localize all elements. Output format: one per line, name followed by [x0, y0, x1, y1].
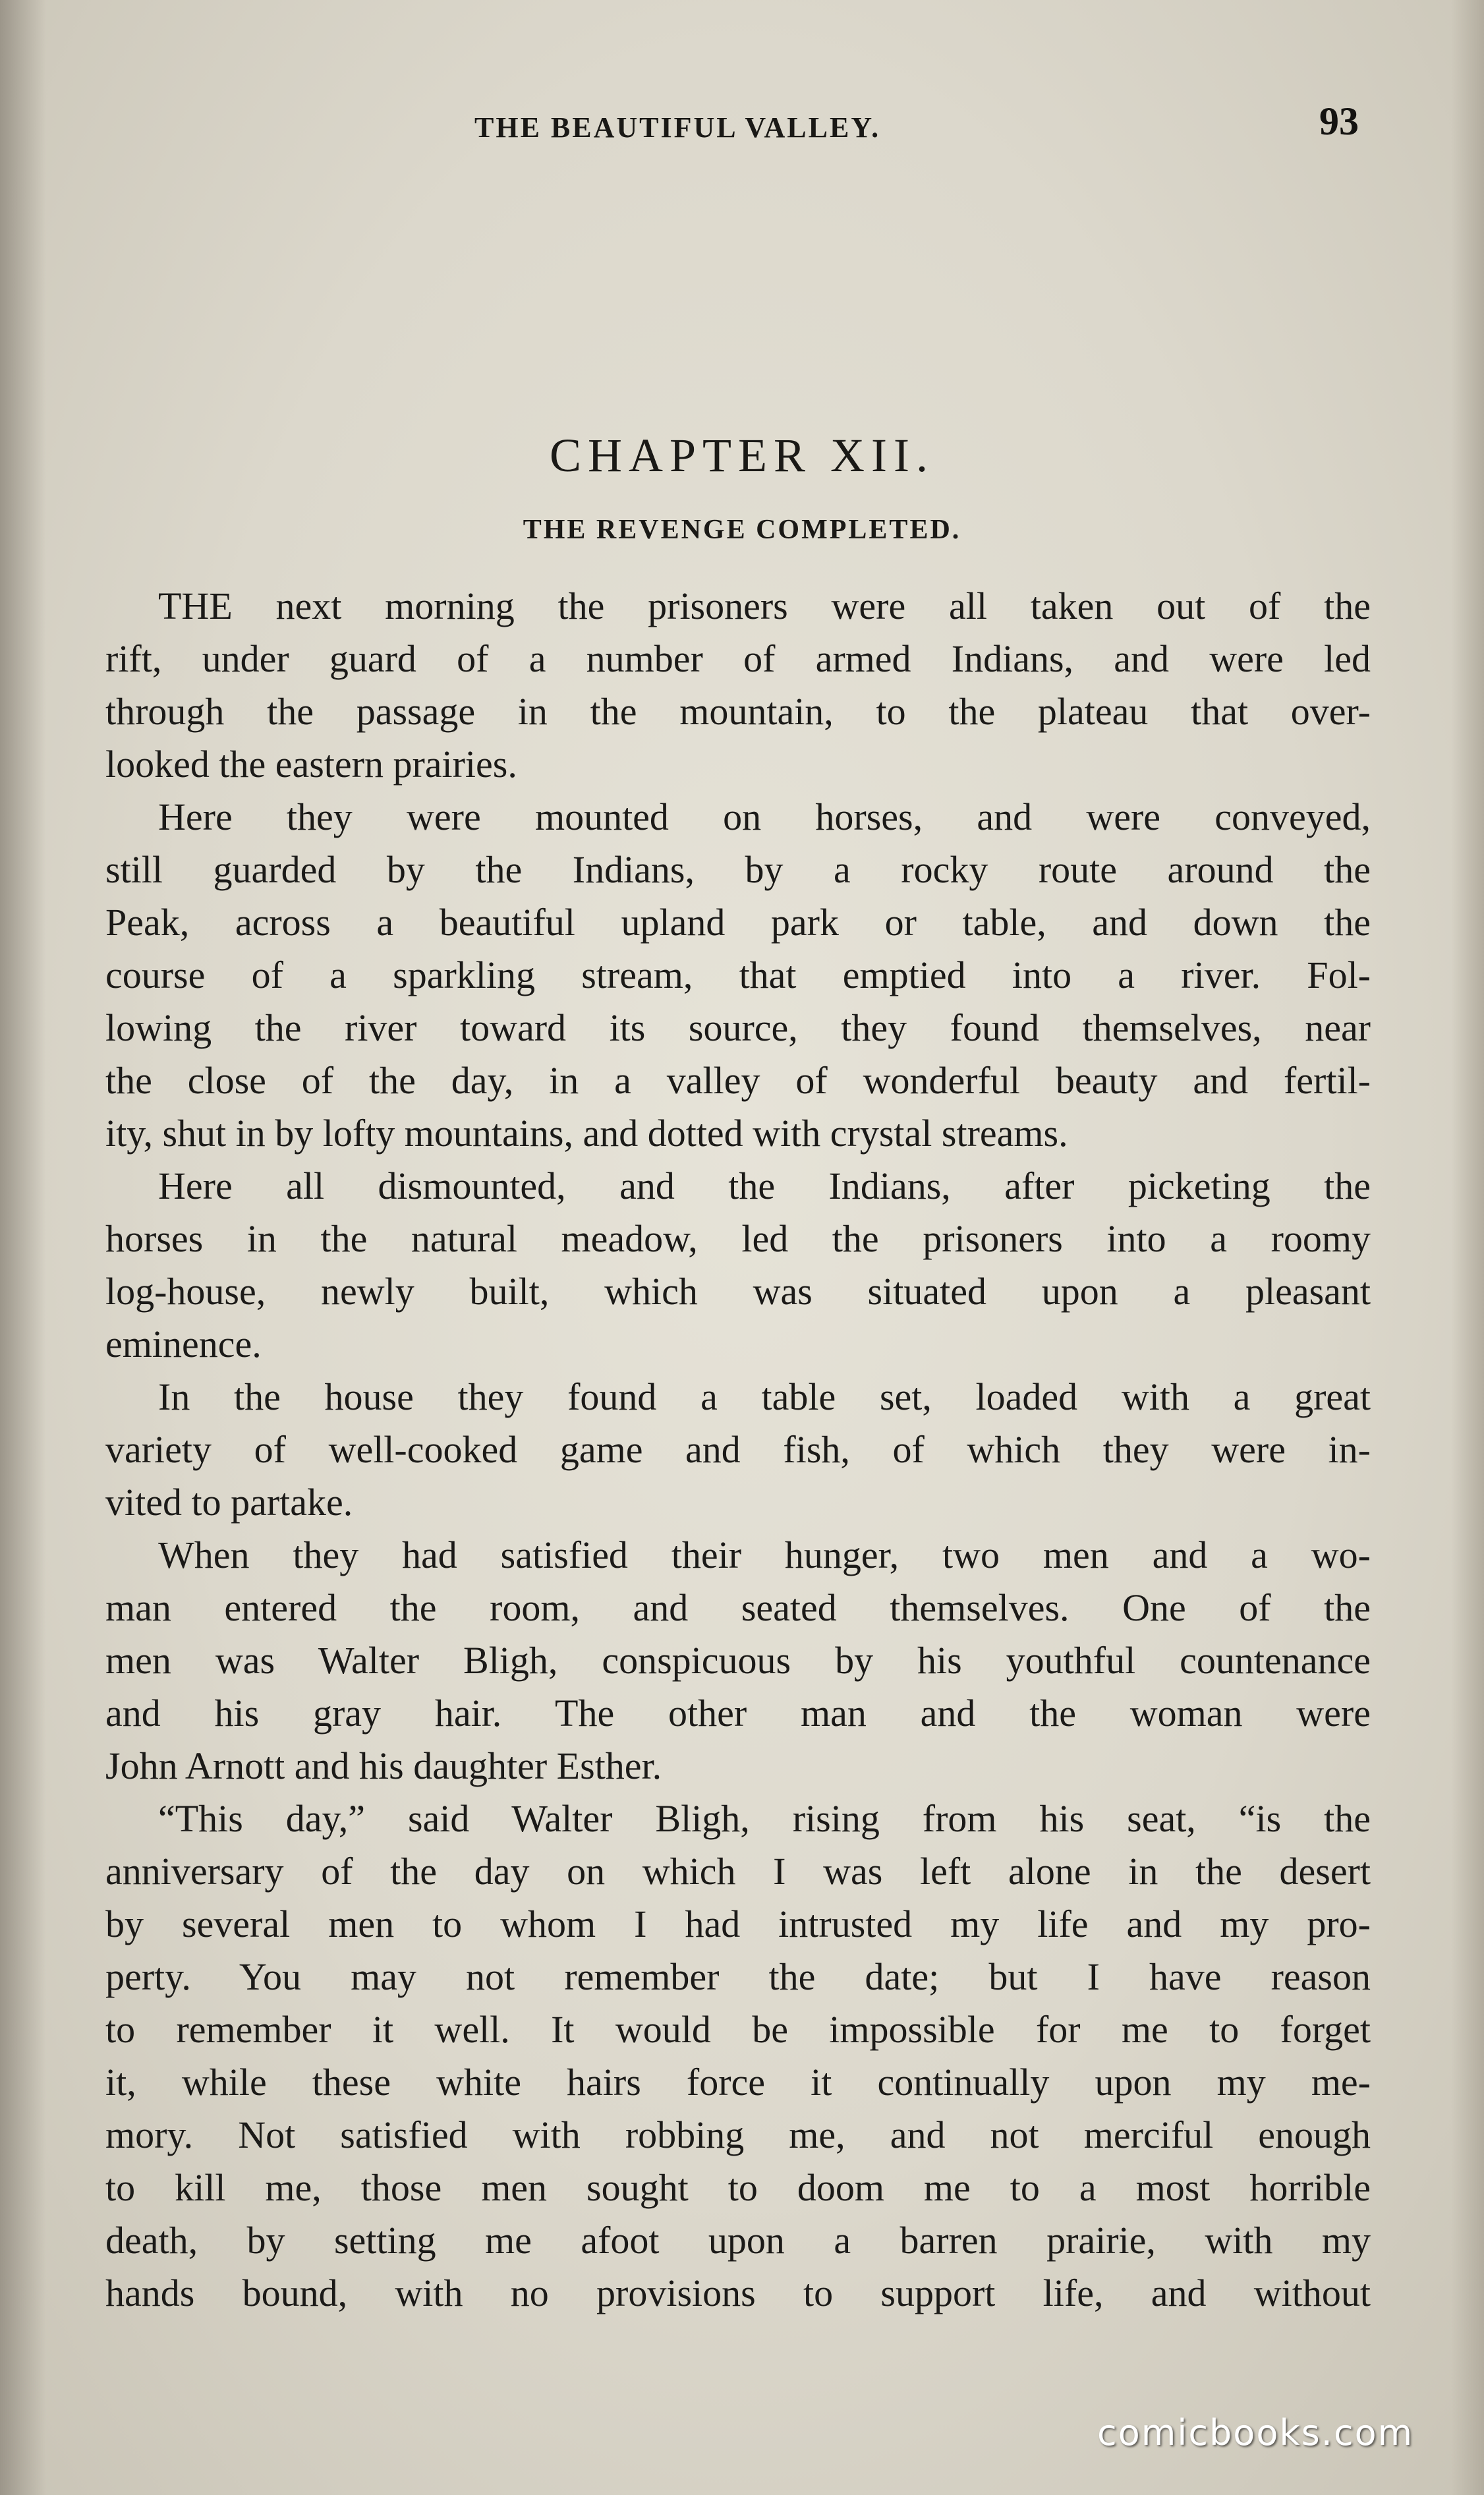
- text-line: looked the eastern prairies.: [105, 743, 517, 786]
- text-line: ity, shut in by lofty mountains, and dotted with crystal streams.: [105, 1112, 1068, 1155]
- text-line: it, while these white hairs force it continually upon my me-: [105, 2061, 1371, 2104]
- text-line: vited to partake.: [105, 1481, 353, 1524]
- text-line: men was Walter Bligh, conspicuous by his youthful countenance: [105, 1639, 1371, 1682]
- chapter-title: CHAPTER XII.: [550, 429, 934, 482]
- text-line: John Arnott and his daughter Esther.: [105, 1744, 662, 1787]
- text-line: lowing the river toward its source, they found themselves, near: [105, 1006, 1371, 1049]
- text-line: by several men to whom I had intrusted my life and my pro-: [105, 1903, 1371, 1945]
- text-line: horses in the natural meadow, led the prisoners into a roomy: [105, 1217, 1371, 1260]
- text-line: to remember it well. It would be impossible for me to forget: [105, 2008, 1371, 2051]
- running-title: THE BEAUTIFUL VALLEY.: [474, 111, 881, 144]
- text-line: THE next morning the prisoners were all taken out of the: [158, 585, 1371, 627]
- text-line: perty. You may not remember the date; but I have reason: [105, 1955, 1371, 1998]
- text-line: course of a sparkling stream, that emptied into a river. Fol-: [105, 954, 1371, 996]
- text-line: Here they were mounted on horses, and were conveyed,: [158, 795, 1371, 838]
- text-line: rift, under guard of a number of armed Indians, and were led: [105, 637, 1371, 680]
- text-line: still guarded by the Indians, by a rocky route around the: [105, 848, 1371, 891]
- text-line: In the house they found a table set, loaded with a great: [158, 1375, 1371, 1418]
- body-text: [105, 580, 1371, 2320]
- text-line: log-house, newly built, which was situated upon a pleasant: [105, 1270, 1371, 1313]
- text-line: to kill me, those men sought to doom me to a most horrible: [105, 2166, 1371, 2209]
- page-shadow-right: [1451, 0, 1484, 2495]
- text-line: through the passage in the mountain, to the plateau that over-: [105, 690, 1371, 733]
- watermark: comicbooks.com: [1097, 2412, 1414, 2453]
- page-number: 93: [1319, 100, 1359, 143]
- text-line: and his gray hair. The other man and the woman were: [105, 1692, 1371, 1735]
- text-line: Here all dismounted, and the Indians, after picketing the: [158, 1164, 1371, 1207]
- text-line: Peak, across a beautiful upland park or table, and down the: [105, 901, 1371, 944]
- page-shadow-left: [0, 0, 46, 2495]
- text-line: When they had satisfied their hunger, two men and a wo-: [158, 1534, 1371, 1576]
- text-line: anniversary of the day on which I was left alone in the desert: [105, 1850, 1371, 1893]
- text-line: the close of the day, in a valley of wonderful beauty and fertil-: [105, 1059, 1371, 1102]
- text-line: eminence.: [105, 1323, 262, 1365]
- text-line: “This day,” said Walter Bligh, rising from his seat, “is the: [158, 1797, 1371, 1840]
- text-line: mory. Not satisfied with robbing me, and not merciful enough: [105, 2113, 1371, 2156]
- text-line: hands bound, with no provisions to support life, and without: [105, 2272, 1371, 2314]
- chapter-subtitle: THE REVENGE COMPLETED.: [523, 515, 961, 545]
- text-line: death, by setting me afoot upon a barren prairie, with my: [105, 2219, 1371, 2262]
- text-line: man entered the room, and seated themselves. One of the: [105, 1586, 1371, 1629]
- text-line: variety of well-cooked game and fish, of which they were in-: [105, 1428, 1371, 1471]
